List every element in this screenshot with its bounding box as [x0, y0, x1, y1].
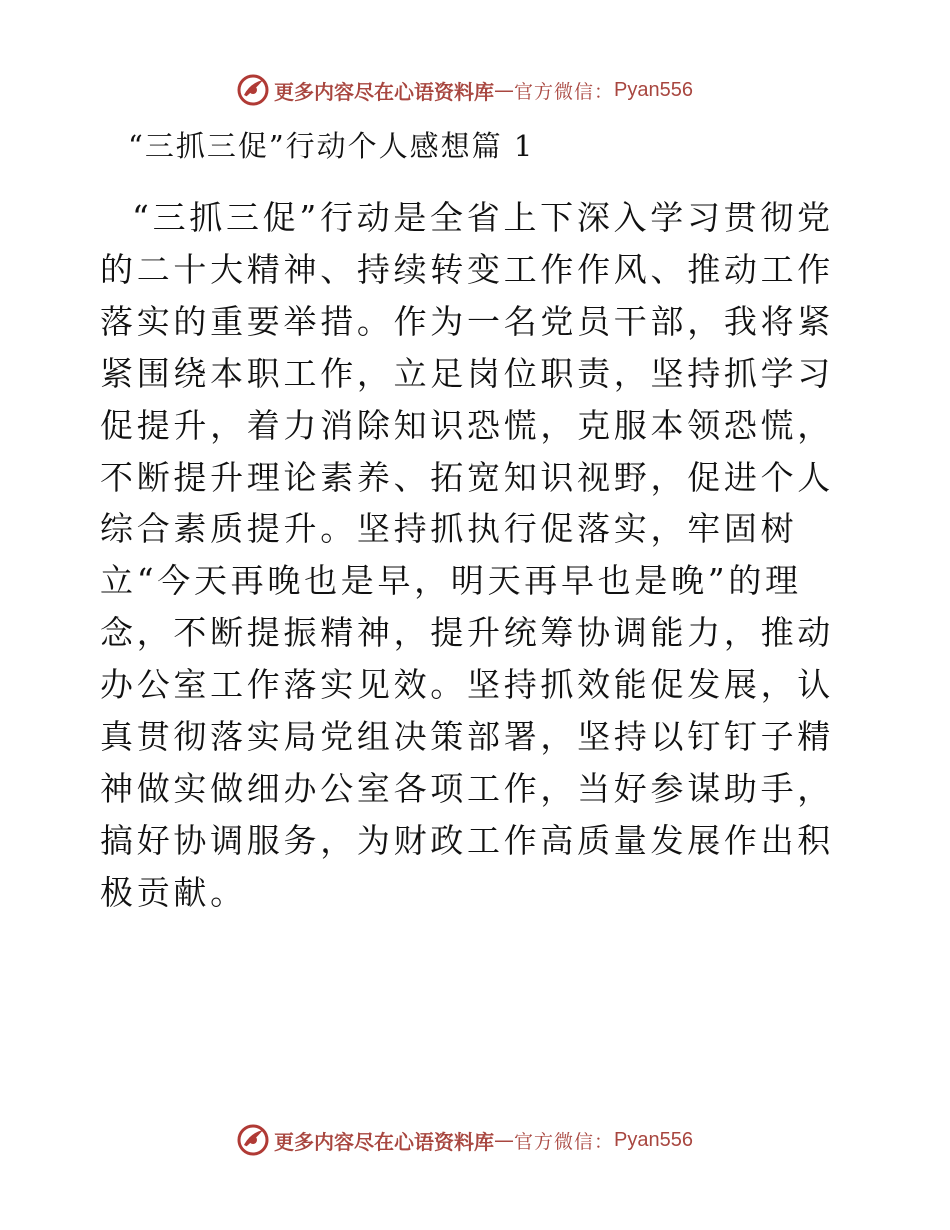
banner-text: 更多内容尽在心语资料库: [274, 1129, 494, 1154]
document-paragraph: “三抓三促”行动是全省上下深入学习贯彻党的二十大精神、持续转变工作作风、推动工作落实的重要举措。作为一名党员干部，我将紧紧围绕本职工作，立足岗位职责，坚持抓学习促提升，着力消除知识恐慌，克服本领恐慌，不断提升理论素养、拓宽知识视野，促进个人综合素质提升。坚持抓执行促落实，牢固树立“今天再晚也是早，明天再早也是晚”的理念，不断提振精神，提升统筹协调能力，推动办公室工作落实见效。坚持抓效能促发展，认真贯彻落实局党组决策部署，坚持以钉钉子精神做实做细办公室各项工作，当好参谋助手，搞好协调服务，为财政工作高质量发展作出积极贡献。: [100, 198, 834, 912]
banner-dash: —: [494, 1128, 514, 1152]
banner-wechat-id: Pyan556: [614, 1128, 693, 1151]
header-banner: [236, 72, 693, 108]
red-circle-pen-logo-icon: [236, 1123, 270, 1157]
banner-wechat-label: 官方微信：: [514, 80, 615, 103]
banner-wechat-label: 官方微信：: [514, 1130, 615, 1153]
banner-dash: —: [494, 78, 514, 102]
banner-wechat-id: Pyan556: [614, 78, 693, 101]
footer-banner: [236, 1122, 693, 1158]
banner-text: 更多内容尽在心语资料库: [274, 79, 494, 104]
document-title: “三抓三促”行动个人感想篇 1: [128, 129, 535, 163]
red-circle-pen-logo-icon: [236, 73, 270, 107]
